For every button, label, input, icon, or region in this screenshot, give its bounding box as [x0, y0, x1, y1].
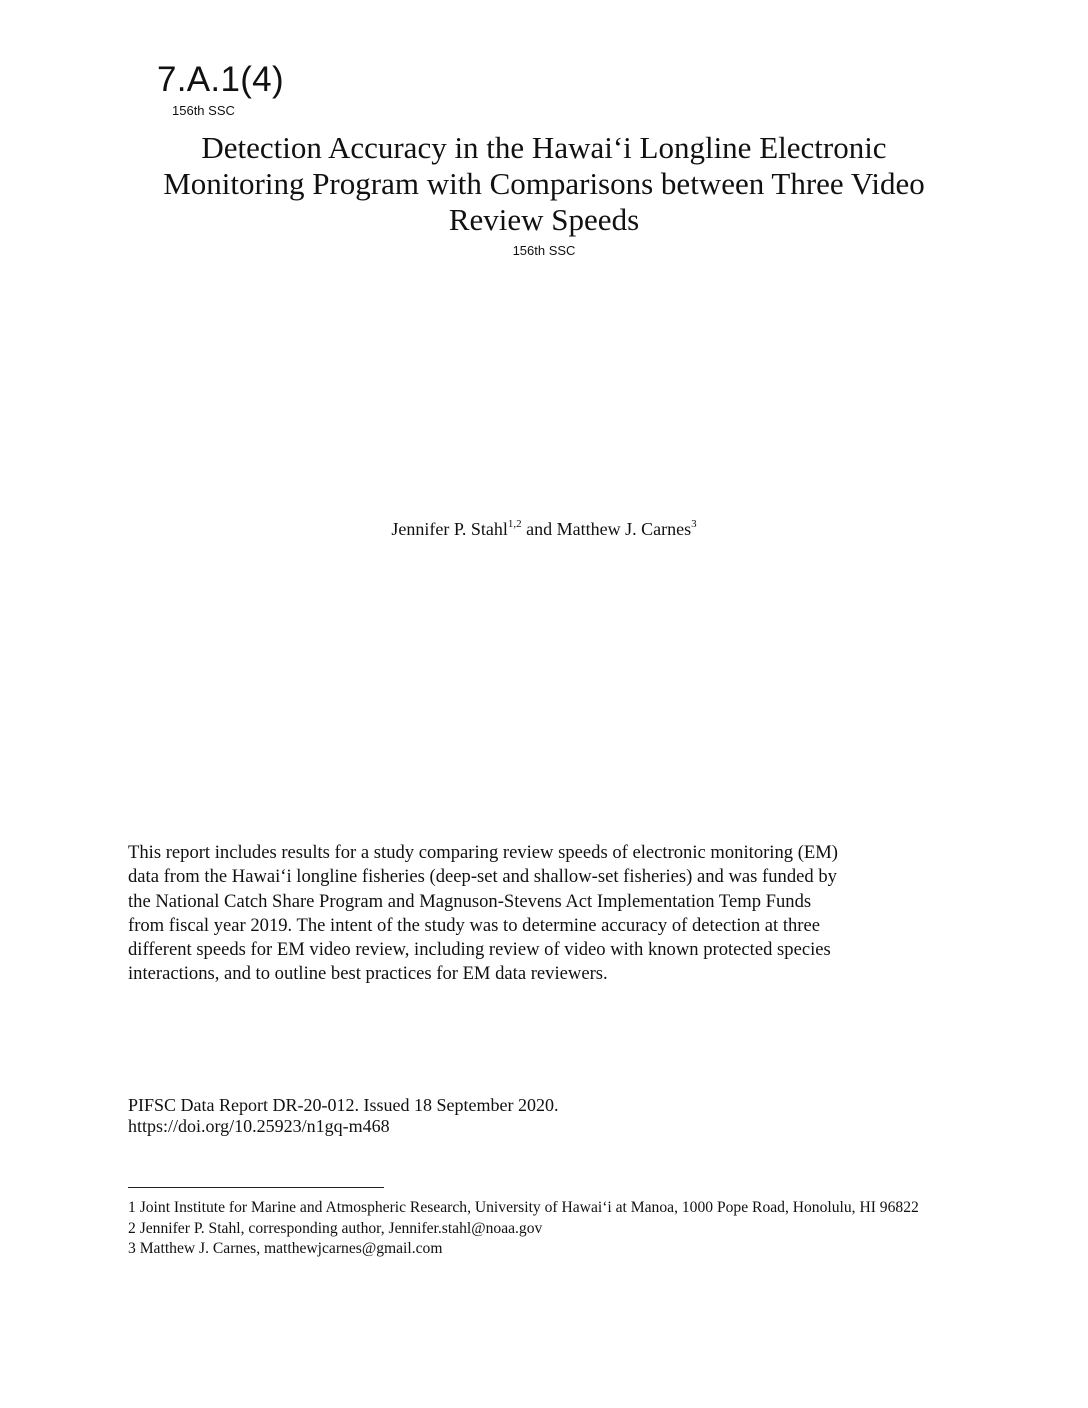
report-title — [110, 130, 978, 238]
footnote-second-author: 3 Matthew J. Carnes, matthewjcarnes@gmail.com — [128, 1240, 443, 1258]
author-affiliation-marker: 3 — [691, 518, 697, 530]
report-citation-block — [128, 1095, 968, 1137]
abstract-line: from fiscal year 2019. The intent of the study was to determine accuracy of detection at three — [128, 914, 821, 936]
footnote-corresponding-author: 2 Jennifer P. Stahl, corresponding author, Jennifer.stahl@noaa.gov — [128, 1219, 543, 1237]
doi-link[interactable]: https://doi.org/10.25923/n1gq-m468 — [128, 1116, 390, 1136]
abstract-line: the National Catch Share Program and Magnuson-Stevens Act Implementation Temp Funds — [128, 890, 812, 912]
meeting-label: 156th SSC — [172, 103, 235, 118]
title-meeting-label: 156th SSC — [512, 243, 576, 258]
abstract-line: interactions, and to outline best practices for EM data reviewers. — [128, 963, 608, 985]
footnotes — [128, 1198, 978, 1260]
title-line: Monitoring Program with Comparisons between Three Video — [163, 166, 925, 201]
agenda-item-number: 7.A.1(4) — [157, 60, 284, 99]
abstract-line: This report includes results for a study comparing review speeds of electronic monitoring (EM) — [128, 842, 838, 863]
title-line: Detection Accuracy in the Hawai‘i Longline Electronic — [201, 130, 887, 165]
abstract-paragraph — [128, 841, 968, 987]
title-line: Review Speeds — [448, 202, 640, 237]
author-affiliation-marker: 1,2 — [507, 518, 522, 530]
abstract-line: different speeds for EM video review, including review of video with known protected species — [128, 939, 831, 961]
abstract-line: data from the Hawai‘i longline fisheries (deep-set and shallow-set fisheries) and was funded by — [128, 866, 837, 888]
author-line — [0, 518, 1088, 540]
footnote-affiliation: 1 Joint Institute for Marine and Atmospheric Research, University of Hawai‘i at Manoa, 1000 Pope Road, Honolulu, HI 96822 — [128, 1199, 919, 1216]
author-connector: and — [521, 519, 557, 539]
report-citation: PIFSC Data Report DR-20-012. Issued 18 September 2020. — [128, 1095, 559, 1115]
footnote-divider — [128, 1187, 384, 1188]
author-name: Matthew J. Carnes — [556, 519, 692, 539]
author-name: Jennifer P. Stahl — [391, 519, 508, 539]
